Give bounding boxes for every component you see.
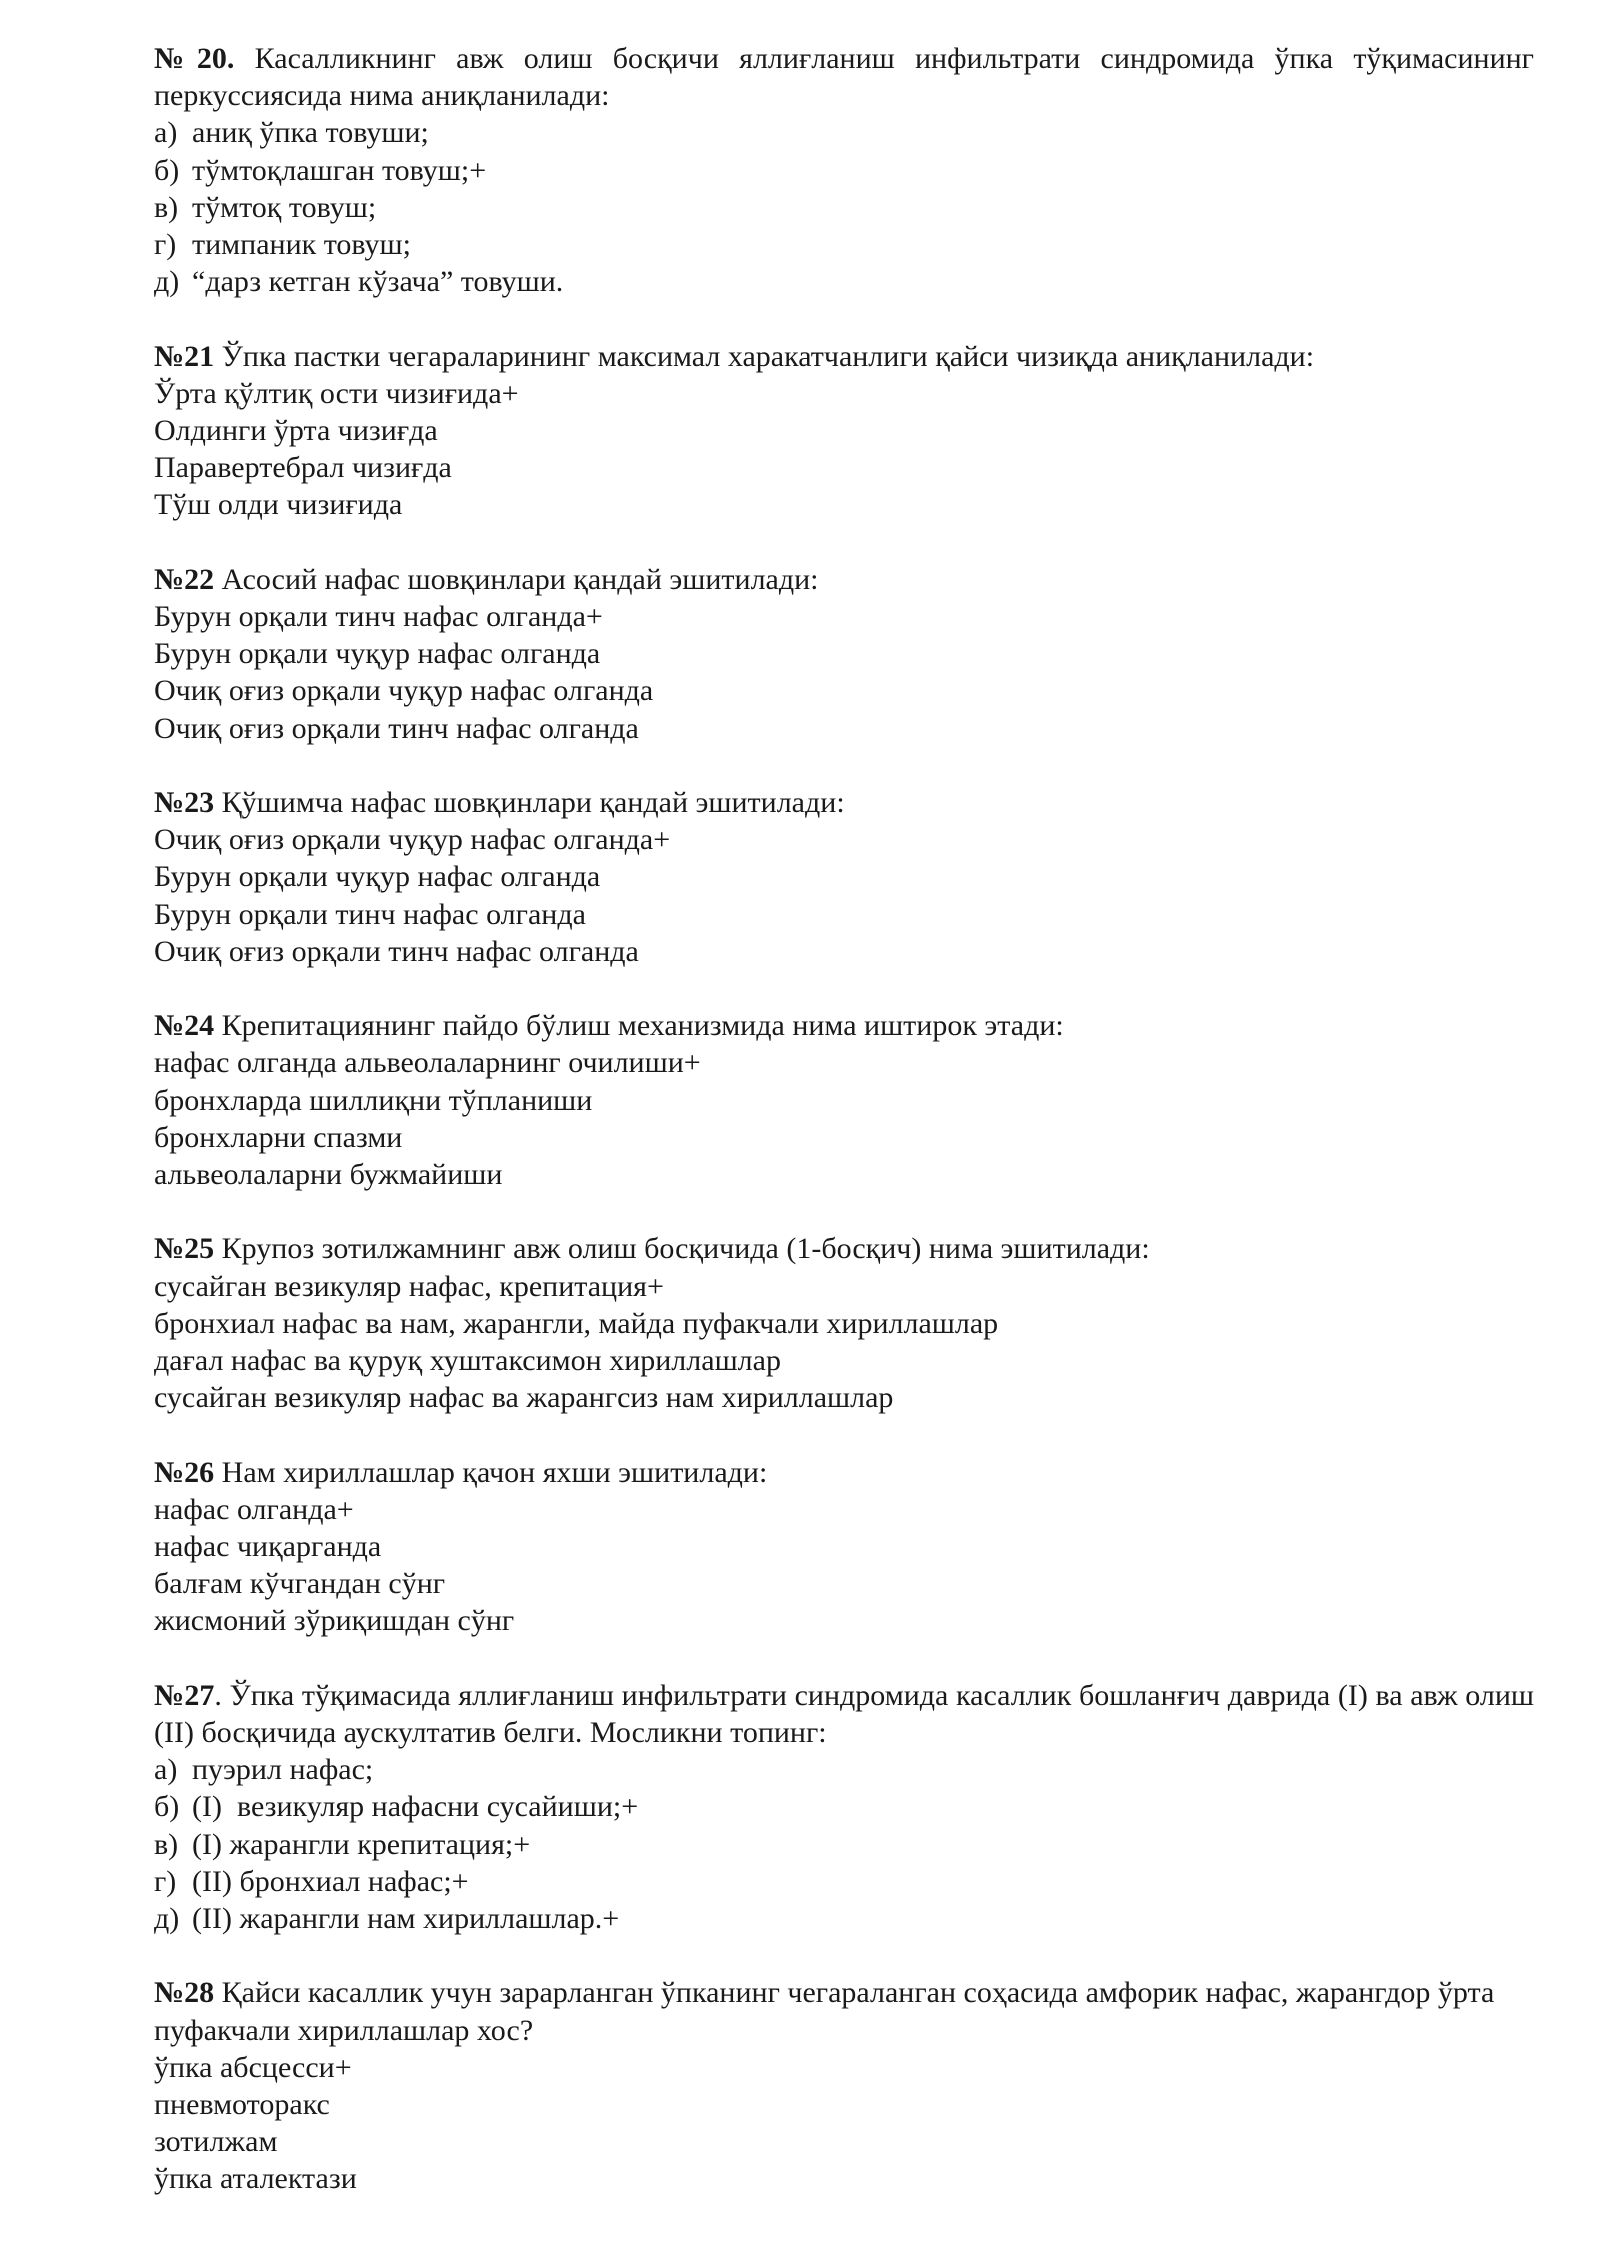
option-text: тўмтоқлашган товуш;+ bbox=[192, 153, 487, 187]
answer-option: балғам кўчгандан сўнг bbox=[154, 1567, 446, 1601]
answer-option: пневмоторакс bbox=[154, 2088, 330, 2122]
question-24 bbox=[154, 1007, 1534, 1193]
question-number: №24 bbox=[154, 1009, 215, 1043]
answer-option bbox=[154, 1788, 1534, 1825]
question-text bbox=[154, 784, 1534, 821]
answer-option bbox=[154, 1900, 1534, 1937]
document-page bbox=[154, 40, 1534, 2235]
question-26 bbox=[154, 1454, 1534, 1640]
question-prompt: Ўпка пастки чегараларининг максимал харакатчанлиги қайси чизиқда аниқланилади: bbox=[214, 339, 1315, 373]
option-text: (I) везикуляр нафасни сусайиши;+ bbox=[192, 1790, 639, 1824]
answer-option bbox=[154, 1826, 1534, 1863]
answer-option: Бурун орқали тинч нафас олганда+ bbox=[154, 600, 603, 634]
answer-option: альвеолаларни бужмайиши bbox=[154, 1158, 503, 1192]
answer-option: дағал нафас ва қуруқ хуштаксимон хириллашлар bbox=[154, 1344, 781, 1378]
option-text: (II) жарангли нам хириллашлар.+ bbox=[192, 1902, 620, 1936]
question-prompt: Қўшимча нафас шовқинлари қандай эшитилади: bbox=[214, 786, 845, 820]
option-letter: б) bbox=[154, 1790, 180, 1824]
question-prompt: . Ўпка тўқимасида яллиғланиш инфильтрати синдромида касаллик бошланғич даврида (I) ва авж олиш (II) босқичида аускултатив белги. Мосликни топинг: bbox=[154, 1678, 1534, 1750]
question-text bbox=[154, 40, 1534, 114]
question-text bbox=[154, 1230, 1534, 1267]
option-text: тимпаник товуш; bbox=[192, 228, 411, 262]
option-letter: г) bbox=[154, 228, 177, 262]
question-27 bbox=[154, 1677, 1534, 1937]
answer-option bbox=[154, 114, 1534, 151]
option-letter: в) bbox=[154, 1827, 179, 1861]
question-25 bbox=[154, 1230, 1534, 1416]
question-prompt: Асосий нафас шовқинлари қандай эшитилади: bbox=[214, 562, 819, 596]
question-28 bbox=[154, 1974, 1534, 2197]
question-number: №27 bbox=[154, 1678, 215, 1712]
option-letter: д) bbox=[154, 265, 180, 299]
answer-option: бронхларни спазми bbox=[154, 1120, 403, 1154]
question-number: №26 bbox=[154, 1455, 215, 1489]
option-text: пуэрил нафас; bbox=[192, 1753, 374, 1787]
option-text: (II) бронхиал нафас;+ bbox=[192, 1864, 469, 1898]
answer-option: ўпка аталектази bbox=[154, 2162, 357, 2196]
option-letter: б) bbox=[154, 153, 180, 187]
answer-option bbox=[154, 263, 1534, 300]
option-text: аниқ ўпка товуши; bbox=[192, 116, 429, 150]
answer-option bbox=[154, 1863, 1534, 1900]
question-prompt: Крепитациянинг пайдо бўлиш механизмида нима иштирок этади: bbox=[214, 1009, 1064, 1043]
question-prompt: Нам хириллашлар қачон яхши эшитилади: bbox=[214, 1455, 768, 1489]
question-text bbox=[154, 1007, 1534, 1044]
question-prompt: Қайси касаллик учун зарарланган ўпканинг чегараланган соҳасида амфорик нафас, жарангдор ўрта пуфакчали хириллашлар хос? bbox=[154, 1976, 1495, 2047]
question-number: №22 bbox=[154, 562, 215, 596]
option-text: “дарз кетган кўзача” товуши. bbox=[192, 265, 564, 299]
answer-option: нафас чиқарганда bbox=[154, 1530, 382, 1564]
answer-option: нафас олганда альвеолаларнинг очилиши+ bbox=[154, 1046, 701, 1080]
answer-option bbox=[154, 1751, 1534, 1788]
question-text bbox=[154, 1677, 1534, 1751]
answer-option: бронхларда шиллиқни тўпланиши bbox=[154, 1083, 593, 1117]
option-letter: а) bbox=[154, 116, 178, 150]
answer-option: Очиқ оғиз орқали чуқур нафас олганда bbox=[154, 674, 654, 708]
answer-option bbox=[154, 152, 1534, 189]
answer-option bbox=[154, 189, 1534, 226]
answer-option: Бурун орқали тинч нафас олганда bbox=[154, 897, 586, 931]
answer-option: Очиқ оғиз орқали тинч нафас олганда bbox=[154, 934, 639, 968]
question-number: №21 bbox=[154, 339, 215, 373]
question-prompt: Крупоз зотилжамнинг авж олиш босқичида (1-босқич) нима эшитилади: bbox=[214, 1232, 1150, 1266]
answer-option: Очиқ оғиз орқали тинч нафас олганда bbox=[154, 711, 639, 745]
question-text bbox=[154, 561, 1534, 598]
answer-option: жисмоний зўриқишдан сўнг bbox=[154, 1604, 515, 1638]
answer-option: Ўрта қўлтиқ ости чизиғида+ bbox=[154, 376, 519, 410]
answer-option: Паравертебрал чизиғда bbox=[154, 451, 452, 485]
question-number: №25 bbox=[154, 1232, 215, 1266]
answer-option bbox=[154, 226, 1534, 263]
answer-option: ўпка абсцесси+ bbox=[154, 2050, 352, 2084]
answer-option: нафас олганда+ bbox=[154, 1492, 354, 1526]
question-20 bbox=[154, 40, 1534, 300]
question-text bbox=[154, 1974, 1534, 2048]
question-text bbox=[154, 338, 1534, 375]
answer-option: Тўш олди чизиғида bbox=[154, 488, 403, 522]
question-number: №28 bbox=[154, 1976, 215, 2010]
option-letter: г) bbox=[154, 1864, 177, 1898]
question-prompt: Касалликнинг авж олиш босқичи яллиғланиш инфильтрати синдромида ўпка тўқимасининг перкуссиясида нима аниқланилади: bbox=[154, 42, 1534, 113]
answer-option: Бурун орқали чуқур нафас олганда bbox=[154, 860, 601, 894]
question-21 bbox=[154, 338, 1534, 524]
option-letter: в) bbox=[154, 190, 179, 224]
option-letter: д) bbox=[154, 1902, 180, 1936]
answer-option: Очиқ оғиз орқали чуқур нафас олганда+ bbox=[154, 823, 671, 857]
answer-option: Бурун орқали чуқур нафас олганда bbox=[154, 637, 601, 671]
option-text: тўмтоқ товуш; bbox=[192, 190, 377, 224]
question-number: №20. bbox=[154, 42, 235, 75]
answer-option: бронхиал нафас ва нам, жарангли, майда пуфакчали хириллашлар bbox=[154, 1306, 999, 1340]
option-letter: а) bbox=[154, 1753, 178, 1787]
answer-option: зотилжам bbox=[154, 2125, 278, 2159]
answer-option: сусайган везикуляр нафас ва жарангсиз нам хириллашлар bbox=[154, 1381, 894, 1415]
answer-option: сусайган везикуляр нафас, крепитация+ bbox=[154, 1269, 664, 1303]
option-text: (I) жарангли крепитация;+ bbox=[192, 1827, 531, 1861]
question-23 bbox=[154, 784, 1534, 970]
answer-option: Олдинги ўрта чизиғда bbox=[154, 414, 438, 448]
question-number: №23 bbox=[154, 786, 215, 820]
question-text bbox=[154, 1454, 1534, 1491]
question-22 bbox=[154, 561, 1534, 747]
